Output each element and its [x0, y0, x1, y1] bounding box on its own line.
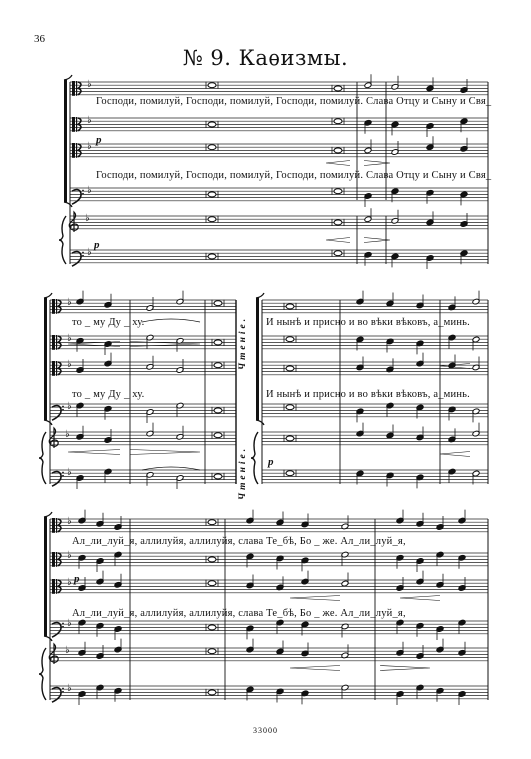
whole-note — [208, 520, 216, 525]
f-clef-dot — [82, 252, 84, 254]
whole-note — [214, 363, 222, 368]
f-clef — [52, 406, 61, 421]
whole-note — [286, 405, 294, 410]
piano-brace — [59, 216, 66, 264]
system2-lyrics-upper-a: то _ му Ду _ ху. — [72, 317, 145, 328]
f-clef-dot — [82, 190, 84, 192]
bracket-hook — [44, 293, 52, 298]
whole-note — [286, 436, 294, 441]
whole-note — [208, 254, 216, 259]
c-clef — [72, 117, 75, 132]
slur — [142, 467, 200, 470]
system1-lyrics-upper: Господи, помилуй, Господи, помилуй, Господи, помилуй. Слава Отцу и Сыну и Свя_ — [96, 96, 492, 107]
bracket-hook — [64, 75, 72, 80]
bracket-hook — [44, 512, 52, 517]
c-clef — [72, 81, 75, 96]
key-signature-flat: ♭ — [67, 333, 72, 345]
key-signature-flat: ♭ — [87, 115, 92, 127]
dynamic-piano: p — [96, 134, 102, 146]
whole-note — [208, 145, 216, 150]
slur — [142, 319, 200, 322]
key-signature-flat: ♭ — [65, 429, 70, 441]
f-clef-dot — [62, 475, 64, 477]
key-signature-flat: ♭ — [87, 79, 92, 91]
bracket-hook — [256, 420, 264, 425]
system2-lyrics-lower-b: И нынѣ и присно и во вѣки вѣковъ, а_минь. — [266, 389, 470, 400]
whole-note — [334, 119, 342, 124]
key-signature-flat: ♭ — [87, 141, 92, 153]
c-clef — [52, 518, 55, 533]
reading-mark-vocal: Чтеніе. — [238, 315, 248, 370]
f-clef — [52, 472, 61, 487]
whole-note — [208, 557, 216, 562]
dynamic-piano-s3: p — [74, 573, 80, 585]
decrescendo — [130, 450, 200, 455]
system2-lyrics-upper-b: И нынѣ и присно и во вѣки вѣковъ, а_минь. — [266, 317, 470, 328]
g-clef — [49, 644, 58, 664]
f-clef-dot — [62, 626, 64, 628]
decrescendo — [380, 666, 430, 671]
piece-title: № 9. Каѳизмы. — [182, 46, 349, 70]
f-clef-dot — [62, 623, 64, 625]
f-clef-dot — [62, 406, 64, 408]
whole-note — [334, 220, 342, 225]
f-clef — [52, 688, 61, 703]
plate-number: 33000 — [253, 726, 278, 735]
f-clef-dot — [62, 691, 64, 693]
f-clef-dot — [82, 255, 84, 257]
key-signature-flat: ♭ — [85, 213, 90, 225]
g-clef — [49, 428, 58, 448]
c-clef — [52, 552, 55, 567]
c-clef — [52, 335, 55, 350]
system1-lyrics-lower: Господи, помилуй, Господи, помилуй, Господи, помилуй. Слава Отцу и Сыну и Свя_ — [96, 170, 492, 181]
whole-note — [214, 433, 222, 438]
whole-note — [334, 86, 342, 91]
crescendo — [326, 161, 350, 166]
bracket-hook — [256, 293, 264, 298]
f-clef-dot — [62, 688, 64, 690]
whole-note — [208, 122, 216, 127]
whole-note — [208, 217, 216, 222]
dynamic-piano-s2: p — [268, 456, 274, 468]
f-clef — [72, 190, 81, 205]
key-signature-flat: ♭ — [65, 645, 70, 657]
whole-note — [214, 301, 222, 306]
c-clef — [52, 299, 55, 314]
key-signature-flat: ♭ — [67, 577, 72, 589]
system-bracket — [64, 80, 67, 202]
key-signature-flat: ♭ — [87, 185, 92, 197]
key-signature-flat: ♭ — [67, 683, 72, 695]
c-clef — [52, 579, 55, 594]
whole-note — [208, 690, 216, 695]
whole-note — [208, 625, 216, 630]
dynamic-piano-piano: p — [94, 239, 100, 251]
f-clef-dot — [62, 409, 64, 411]
whole-note — [208, 649, 216, 654]
crescendo — [440, 452, 470, 457]
whole-note — [208, 83, 216, 88]
whole-note — [214, 474, 222, 479]
whole-note — [286, 304, 294, 309]
key-signature-flat: ♭ — [67, 297, 72, 309]
whole-note — [286, 471, 294, 476]
whole-note — [334, 189, 342, 194]
f-clef — [72, 252, 81, 267]
whole-note — [208, 192, 216, 197]
reading-mark-piano: Чтеніе. — [238, 445, 248, 500]
piano-brace — [39, 432, 46, 484]
c-clef — [72, 143, 75, 158]
key-signature-flat: ♭ — [67, 359, 72, 371]
system-bracket — [256, 298, 259, 420]
crescendo — [326, 238, 350, 243]
key-signature-flat: ♭ — [67, 550, 72, 562]
piano-brace — [39, 648, 46, 700]
key-signature-flat: ♭ — [67, 618, 72, 630]
crescendo — [290, 596, 340, 601]
system-bracket — [44, 517, 47, 636]
f-clef-dot — [82, 193, 84, 195]
f-clef-dot — [62, 472, 64, 474]
system-bracket — [44, 298, 47, 420]
bracket-hook — [64, 202, 72, 207]
whole-note — [214, 408, 222, 413]
g-clef — [69, 212, 78, 232]
whole-note — [334, 148, 342, 153]
whole-note — [334, 251, 342, 256]
piano-brace — [251, 432, 258, 484]
bracket-hook — [44, 420, 52, 425]
whole-note — [214, 340, 222, 345]
key-signature-flat: ♭ — [67, 516, 72, 528]
c-clef — [52, 361, 55, 376]
crescendo — [400, 596, 440, 601]
key-signature-flat: ♭ — [87, 247, 92, 259]
whole-note — [208, 581, 216, 586]
page-number: 36 — [34, 33, 45, 45]
system2-lyrics-lower-a: то _ му Ду _ ху. — [72, 389, 145, 400]
bracket-hook — [44, 636, 52, 641]
key-signature-flat: ♭ — [67, 467, 72, 479]
f-clef — [52, 623, 61, 638]
system3-lyrics-lower: Ал_ли_луй_я, аллилуйя, аллилуйя, слава Те_бѣ, Бо _ же. Ал_ли_луй_я, — [72, 608, 406, 619]
crescendo — [68, 450, 120, 455]
whole-note — [286, 366, 294, 371]
whole-note — [286, 337, 294, 342]
system3-lyrics-upper: Ал_ли_луй_я, аллилуйя, аллилуйя, слава Те_бѣ, Бо _ же. Ал_ли_луй_я, — [72, 536, 406, 547]
key-signature-flat: ♭ — [67, 401, 72, 413]
crescendo — [290, 666, 340, 671]
